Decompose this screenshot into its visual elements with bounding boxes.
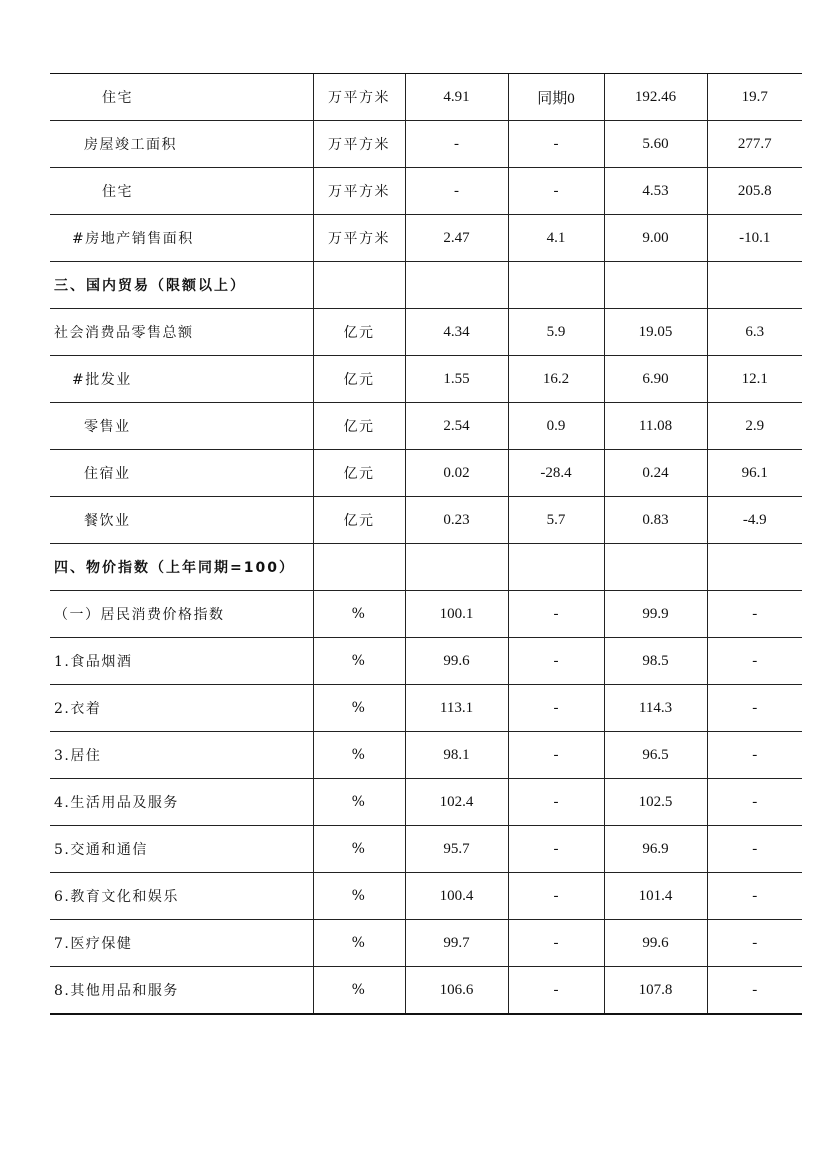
value-cell-3: 101.4 <box>604 873 707 920</box>
value-cell-2: 0.9 <box>508 403 604 450</box>
table-row <box>50 826 802 873</box>
value-cell-1: 99.6 <box>405 638 508 685</box>
table-row <box>50 591 802 638</box>
value-cell-4: - <box>707 967 802 1015</box>
table-row <box>50 403 802 450</box>
row-label: 餐饮业 <box>50 497 313 544</box>
value-cell-4: 277.7 <box>707 121 802 168</box>
unit-cell: % <box>313 732 405 779</box>
value-cell-3: 5.60 <box>604 121 707 168</box>
unit-cell: % <box>313 873 405 920</box>
row-label: 5.交通和通信 <box>50 826 313 873</box>
value-cell-1: 0.02 <box>405 450 508 497</box>
value-cell-2: - <box>508 121 604 168</box>
table-row <box>50 967 802 1015</box>
value-cell-3: 192.46 <box>604 74 707 121</box>
value-cell-2: -28.4 <box>508 450 604 497</box>
value-cell-2: - <box>508 920 604 967</box>
row-label: 住宅 <box>50 168 313 215</box>
table-row <box>50 497 802 544</box>
value-cell-1: 106.6 <box>405 967 508 1015</box>
value-cell-4: - <box>707 779 802 826</box>
section-header-row <box>50 262 802 309</box>
value-cell-2 <box>508 544 604 591</box>
value-cell-3: 99.9 <box>604 591 707 638</box>
table-row <box>50 779 802 826</box>
unit-cell: 亿元 <box>313 450 405 497</box>
value-cell-1: 99.7 <box>405 920 508 967</box>
value-cell-1: - <box>405 121 508 168</box>
table-row <box>50 309 802 356</box>
section-title: 三、国内贸易（限额以上） <box>50 262 313 309</box>
value-cell-4: 96.1 <box>707 450 802 497</box>
value-cell-1: 113.1 <box>405 685 508 732</box>
table-row <box>50 356 802 403</box>
value-cell-4: - <box>707 873 802 920</box>
value-cell-3: 6.90 <box>604 356 707 403</box>
table-row <box>50 873 802 920</box>
value-cell-2: - <box>508 638 604 685</box>
value-cell-1: 98.1 <box>405 732 508 779</box>
unit-cell: 万平方米 <box>313 215 405 262</box>
value-cell-1: 4.91 <box>405 74 508 121</box>
value-cell-4: - <box>707 685 802 732</box>
value-cell-1: 1.55 <box>405 356 508 403</box>
value-cell-3 <box>604 262 707 309</box>
value-cell-4: - <box>707 732 802 779</box>
unit-cell: % <box>313 920 405 967</box>
table-row <box>50 685 802 732</box>
table-row <box>50 215 802 262</box>
value-cell-4: 6.3 <box>707 309 802 356</box>
unit-cell: % <box>313 638 405 685</box>
value-cell-4 <box>707 544 802 591</box>
value-cell-2: - <box>508 779 604 826</box>
value-cell-4: 205.8 <box>707 168 802 215</box>
row-label: 零售业 <box>50 403 313 450</box>
value-cell-3: 102.5 <box>604 779 707 826</box>
value-cell-3: 11.08 <box>604 403 707 450</box>
unit-cell <box>313 544 405 591</box>
value-cell-2: - <box>508 591 604 638</box>
unit-cell: 万平方米 <box>313 74 405 121</box>
value-cell-2: - <box>508 168 604 215</box>
row-label: 住宿业 <box>50 450 313 497</box>
value-cell-4: 2.9 <box>707 403 802 450</box>
unit-cell: % <box>313 779 405 826</box>
value-cell-3: 107.8 <box>604 967 707 1015</box>
value-cell-3: 4.53 <box>604 168 707 215</box>
value-cell-3: 0.83 <box>604 497 707 544</box>
statistics-table <box>50 73 802 1015</box>
row-label: 房屋竣工面积 <box>50 121 313 168</box>
value-cell-2: - <box>508 826 604 873</box>
unit-cell: 亿元 <box>313 497 405 544</box>
value-cell-1: 2.47 <box>405 215 508 262</box>
value-cell-3: 98.5 <box>604 638 707 685</box>
value-cell-3: 19.05 <box>604 309 707 356</box>
value-cell-1: 100.4 <box>405 873 508 920</box>
value-cell-4: - <box>707 591 802 638</box>
value-cell-4: 12.1 <box>707 356 802 403</box>
unit-cell: 亿元 <box>313 309 405 356</box>
value-cell-2: 5.7 <box>508 497 604 544</box>
value-cell-3: 114.3 <box>604 685 707 732</box>
value-cell-2: - <box>508 873 604 920</box>
table-row <box>50 121 802 168</box>
unit-cell: % <box>313 591 405 638</box>
value-cell-1 <box>405 544 508 591</box>
row-label: #批发业 <box>50 356 313 403</box>
row-label: 7.医疗保健 <box>50 920 313 967</box>
table-row <box>50 732 802 779</box>
table-row <box>50 74 802 121</box>
value-cell-2: - <box>508 732 604 779</box>
unit-cell: % <box>313 967 405 1015</box>
row-label: 4.生活用品及服务 <box>50 779 313 826</box>
row-label: （一）居民消费价格指数 <box>50 591 313 638</box>
unit-cell: 亿元 <box>313 403 405 450</box>
section-header-row <box>50 544 802 591</box>
table-body <box>50 74 802 1015</box>
value-cell-2: - <box>508 685 604 732</box>
value-cell-4: 19.7 <box>707 74 802 121</box>
value-cell-2: 同期0 <box>508 74 604 121</box>
value-cell-1: 2.54 <box>405 403 508 450</box>
row-label: 6.教育文化和娱乐 <box>50 873 313 920</box>
table-row <box>50 638 802 685</box>
row-label: 社会消费品零售总额 <box>50 309 313 356</box>
value-cell-1: 102.4 <box>405 779 508 826</box>
value-cell-3: 99.6 <box>604 920 707 967</box>
value-cell-3 <box>604 544 707 591</box>
table-row <box>50 168 802 215</box>
row-label: 2.衣着 <box>50 685 313 732</box>
unit-cell <box>313 262 405 309</box>
row-label: #房地产销售面积 <box>50 215 313 262</box>
value-cell-1: 95.7 <box>405 826 508 873</box>
value-cell-4: -10.1 <box>707 215 802 262</box>
value-cell-1: - <box>405 168 508 215</box>
row-label: 住宅 <box>50 74 313 121</box>
unit-cell: 万平方米 <box>313 168 405 215</box>
value-cell-2 <box>508 262 604 309</box>
value-cell-4: -4.9 <box>707 497 802 544</box>
section-title: 四、物价指数（上年同期=100） <box>50 544 313 591</box>
value-cell-4 <box>707 262 802 309</box>
value-cell-2: 4.1 <box>508 215 604 262</box>
value-cell-1: 100.1 <box>405 591 508 638</box>
value-cell-2: - <box>508 967 604 1015</box>
value-cell-3: 96.9 <box>604 826 707 873</box>
value-cell-4: - <box>707 638 802 685</box>
value-cell-2: 16.2 <box>508 356 604 403</box>
row-label: 3.居住 <box>50 732 313 779</box>
value-cell-3: 0.24 <box>604 450 707 497</box>
row-label: 1.食品烟酒 <box>50 638 313 685</box>
unit-cell: % <box>313 685 405 732</box>
value-cell-1: 0.23 <box>405 497 508 544</box>
row-label: 8.其他用品和服务 <box>50 967 313 1015</box>
value-cell-1 <box>405 262 508 309</box>
value-cell-4: - <box>707 920 802 967</box>
value-cell-3: 9.00 <box>604 215 707 262</box>
value-cell-1: 4.34 <box>405 309 508 356</box>
value-cell-2: 5.9 <box>508 309 604 356</box>
unit-cell: 万平方米 <box>313 121 405 168</box>
value-cell-3: 96.5 <box>604 732 707 779</box>
unit-cell: % <box>313 826 405 873</box>
unit-cell: 亿元 <box>313 356 405 403</box>
table-row <box>50 450 802 497</box>
value-cell-4: - <box>707 826 802 873</box>
table-row <box>50 920 802 967</box>
